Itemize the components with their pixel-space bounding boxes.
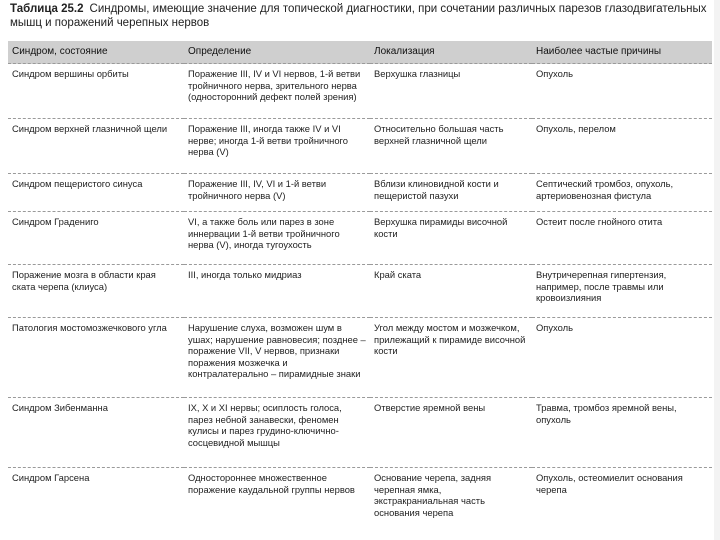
cell-location: Основание черепа, задняя черепная ямка, экстракраниальная часть основания черепа [370, 468, 532, 519]
cell-syndrome: Поражение мозга в области края ската черепа (клиуса) [8, 265, 184, 318]
table-row [8, 119, 712, 174]
header-row [8, 41, 712, 64]
cell-definition: Одностороннее множественное поражение каудальной группы нервов [184, 468, 370, 519]
cell-definition: Поражение III, IV, VI и 1-й ветви тройничного нерва (V) [184, 174, 370, 212]
table-row [8, 468, 712, 519]
page-edge-shadow [714, 0, 720, 540]
cell-location: Относительно большая часть верхней глазничной щели [370, 119, 532, 174]
cell-syndrome: Синдром Градениго [8, 212, 184, 265]
table-row [8, 398, 712, 468]
table-title: Синдромы, имеющие значение для топической диагностики, при сочетании различных парезов глазодвигательных мышц и поражений черепных нервов [10, 3, 707, 29]
cell-causes: Опухоль, перелом [532, 119, 712, 174]
cell-causes: Опухоль, остеомиелит основания черепа [532, 468, 712, 519]
syndromes-table [8, 41, 712, 518]
cell-location: Отверстие яремной вены [370, 398, 532, 468]
cell-location: Край ската [370, 265, 532, 318]
table-row [8, 265, 712, 318]
cell-causes: Опухоль [532, 64, 712, 119]
cell-causes: Септический тромбоз, опухоль, артериовенозная фистула [532, 174, 712, 212]
header-causes: Наиболее частые причины [532, 41, 712, 64]
header-definition: Определение [184, 41, 370, 64]
cell-syndrome: Синдром верхней глазничной щели [8, 119, 184, 174]
cell-causes: Травма, тромбоз яремной вены, опухоль [532, 398, 712, 468]
cell-causes: Опухоль [532, 318, 712, 398]
cell-syndrome: Патология мостомозжечкового угла [8, 318, 184, 398]
cell-definition: Нарушение слуха, возможен шум в ушах; нарушение равновесия; позднее – поражение VII, V нервов, признаки поражения мозжечка и контралатерально – пирамидные знаки [184, 318, 370, 398]
cell-syndrome: Синдром вершины орбиты [8, 64, 184, 119]
table-row [8, 212, 712, 265]
header-location: Локализация [370, 41, 532, 64]
cell-causes: Остеит после гнойного отита [532, 212, 712, 265]
table-row [8, 174, 712, 212]
cell-location: Верхушка пирамиды височной кости [370, 212, 532, 265]
cell-definition: VI, а также боль или парез в зоне иннервации 1-й ветви тройничного нерва (V), иногда тугоухость [184, 212, 370, 265]
cell-causes: Внутричерепная гипертензия, например, после травмы или кровоизлияния [532, 265, 712, 318]
cell-syndrome: Синдром Гарсена [8, 468, 184, 519]
cell-definition: Поражение III, иногда также IV и VI нерве; иногда 1-й ветви тройничного нерва (V) [184, 119, 370, 174]
cell-syndrome: Синдром пещеристого синуса [8, 174, 184, 212]
cell-definition: III, иногда только мидриаз [184, 265, 370, 318]
table-number: Таблица 25.2 [10, 3, 84, 15]
header-syndrome: Синдром, состояние [8, 41, 184, 64]
table-caption [10, 2, 710, 30]
cell-definition: Поражение III, IV и VI нервов, 1-й ветви тройничного нерва, зрительного нерва (односторонний дефект полей зрения) [184, 64, 370, 119]
cell-location: Вблизи клиновидной кости и пещеристой пазухи [370, 174, 532, 212]
cell-syndrome: Синдром Зибенманна [8, 398, 184, 468]
table-row [8, 318, 712, 398]
cell-location: Угол между мостом и мозжечком, прилежащий к пирамиде височной кости [370, 318, 532, 398]
table-row [8, 64, 712, 119]
cell-location: Верхушка глазницы [370, 64, 532, 119]
cell-definition: IX, X и XI нервы; осиплость голоса, парез небной занавески, феномен кулисы и парез грудино-ключично-сосцевидной мышцы [184, 398, 370, 468]
